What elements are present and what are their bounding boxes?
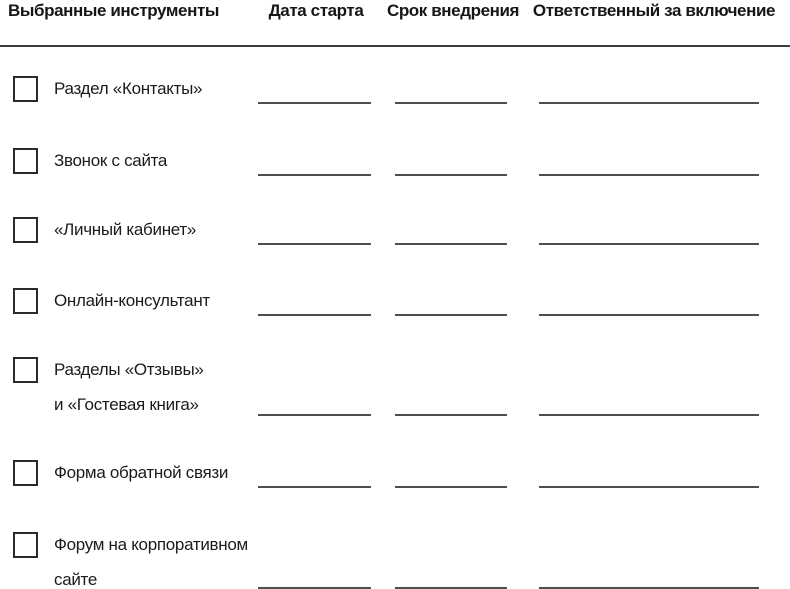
row-label-line: «Личный кабинет» bbox=[54, 220, 197, 239]
row-label-line: Разделы «Отзывы» bbox=[54, 360, 204, 379]
row-label bbox=[54, 143, 167, 178]
checkbox[interactable] bbox=[13, 460, 38, 486]
row-label-line: Раздел «Контакты» bbox=[54, 79, 203, 98]
row-label bbox=[54, 212, 196, 247]
start-date-blank[interactable] bbox=[258, 414, 371, 416]
implementation-period-blank[interactable] bbox=[395, 486, 507, 488]
responsible-blank[interactable] bbox=[539, 174, 759, 176]
row-label-line: Звонок с сайта bbox=[54, 151, 168, 170]
responsible-blank[interactable] bbox=[539, 102, 759, 104]
row-label-line: сайте bbox=[54, 570, 98, 589]
row-label bbox=[54, 527, 248, 589]
column-header-start-date: Дата старта bbox=[268, 1, 364, 20]
responsible-blank[interactable] bbox=[539, 486, 759, 488]
row-label-line: и «Гостевая книга» bbox=[54, 395, 199, 414]
responsible-blank[interactable] bbox=[539, 314, 759, 316]
row-label bbox=[54, 283, 210, 318]
checkbox[interactable] bbox=[13, 288, 38, 314]
row-label bbox=[54, 455, 228, 490]
column-header-responsible: Ответственный за включение bbox=[532, 1, 776, 20]
start-date-blank[interactable] bbox=[258, 243, 371, 245]
checkbox[interactable] bbox=[13, 532, 38, 558]
implementation-period-blank[interactable] bbox=[395, 102, 507, 104]
implementation-period-blank[interactable] bbox=[395, 243, 507, 245]
implementation-period-blank[interactable] bbox=[395, 174, 507, 176]
start-date-blank[interactable] bbox=[258, 314, 371, 316]
row-label-line: Форум на корпоративном bbox=[54, 535, 248, 554]
row-label bbox=[54, 71, 202, 106]
checkbox[interactable] bbox=[13, 76, 38, 102]
checkbox[interactable] bbox=[13, 148, 38, 174]
implementation-period-blank[interactable] bbox=[395, 414, 507, 416]
row-label bbox=[54, 352, 204, 422]
column-header-selected-tools: Выбранные инструменты bbox=[8, 1, 219, 20]
responsible-blank[interactable] bbox=[539, 243, 759, 245]
responsible-blank[interactable] bbox=[539, 414, 759, 416]
column-header-implementation-period: Срок внедрения bbox=[386, 1, 520, 20]
row-label-line: Онлайн-консультант bbox=[54, 291, 210, 310]
checkbox[interactable] bbox=[13, 357, 38, 383]
checkbox[interactable] bbox=[13, 217, 38, 243]
start-date-blank[interactable] bbox=[258, 174, 371, 176]
start-date-blank[interactable] bbox=[258, 102, 371, 104]
start-date-blank[interactable] bbox=[258, 486, 371, 488]
header-divider bbox=[0, 45, 790, 47]
row-label-line: Форма обратной связи bbox=[54, 463, 229, 482]
implementation-period-blank[interactable] bbox=[395, 314, 507, 316]
